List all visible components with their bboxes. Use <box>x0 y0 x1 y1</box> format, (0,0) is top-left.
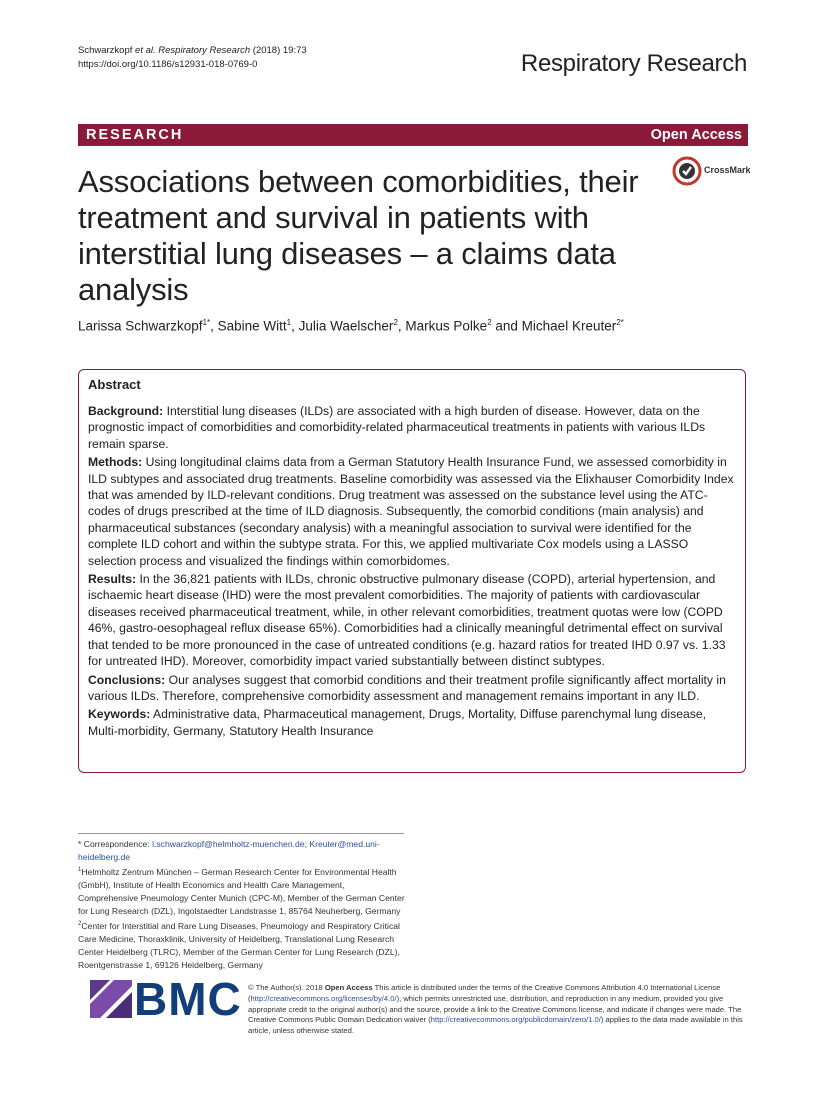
author-separator: , <box>291 318 299 334</box>
license-body-1: This article is distributed under the terms of the Creative Commons Attribution 4.0 International License ( <box>248 983 721 1003</box>
footnotes <box>78 838 406 972</box>
abstract-methods <box>88 454 738 569</box>
license-body-2: ), which permits unrestricted use, distribution, and reproduction in any medium, provided you give appropriate credit to the original author(s) and the source, provide a link to the Creative Commons license, and indicate if changes were made. The Creative Commons Public Domain Dedication waiver ( <box>248 993 742 1025</box>
affiliation-1 <box>78 864 406 918</box>
crossmark-badge[interactable] <box>672 156 752 188</box>
abstract-results <box>88 571 738 669</box>
doi-link[interactable]: https://doi.org/10.1186/s12931-018-0769-0 <box>78 59 258 70</box>
article-type-banner <box>78 124 748 146</box>
citation-journal: Respiratory Research <box>158 45 251 56</box>
footnote-divider <box>78 833 404 834</box>
correspondence <box>78 838 406 864</box>
conclusions-text: Our analyses suggest that comorbid conditions and their treatment profile significantly affect mortality in various ILDs. Therefore, comprehensive comorbidity assessment and management remains important in any ILD. <box>88 672 726 703</box>
background-label: Background: <box>88 404 164 418</box>
author-name[interactable]: Larissa Schwarzkopf <box>78 318 203 334</box>
email-link-2[interactable]: Kreuter@med.uni-heidelberg.de <box>78 839 380 862</box>
author-separator: , <box>397 318 406 334</box>
email-link-1[interactable]: l.schwarzkopf@helmholtz-muenchen.de <box>152 839 305 849</box>
methods-label: Methods: <box>88 455 143 470</box>
affiliation-text: Helmholtz Zentrum München – German Research Center for Environmental Health (GmbH), Institute of Health Economics and Health Care Management, Comprehensive Pneumology Center Munich (CPC-M), Member of the German Center for Lung Research (DZL), Ingolstaedter Landstrasse 1, 85764 Neuherberg, Germany <box>78 866 405 916</box>
author-name[interactable]: Markus Polke <box>405 318 488 334</box>
citation-etal: et al. <box>135 45 156 56</box>
results-text: In the 36,821 patients with ILDs, chronic obstructive pulmonary disease (COPD), arterial hypertension, and ischaemic heart disease (IHD) were the most prevalent comorbidities. The majority of patients with cardiovascular diseases received pharmaceutical treatment, while, in other relevant comorbidities, treatment quotas were low (COPD 46%, gastro-oesophageal reflux disease 65%). Comorbidities had a clinically meaningful detrimental effect on survival that tended to be more pronounced in the case of untreated conditions (e.g. hazard ratios for treated IHD 0.97 vs. 1.33 for untreated IHD). Moreover, comorbidity impact varied substantially between distinct subtypes. <box>88 572 726 669</box>
results-label: Results: <box>88 572 137 587</box>
abstract-background <box>88 403 738 452</box>
author-separator: , <box>210 318 218 334</box>
license-body-3: ) applies to the data made available in this article, unless otherwise stated. <box>248 1015 743 1036</box>
open-access-term: Open Access <box>324 983 373 992</box>
methods-text: Using longitudinal claims data from a German Statutory Health Insurance Fund, we assessed comorbidity in ILD subtypes and associated drug treatments. Baseline comorbidity was assessed via the Elixhauser Comorbidity Index that was amended by ILD-relevant conditions. Drug treatment was assessed on the substance level using the ATC-codes of drugs prescribed at the time of ILD diagnosis. Subsequently, the comorbid conditions (main analysis) and pharmaceutical substances (secondary analysis) with a meaningful association to survival were identified for the complete ILD cohort and within the subtype strata. For this, we applied multivariate Cox models using a LASSO selection process and visualized the findings within comorbidomes. <box>88 455 734 568</box>
author-affil-mark: 2 <box>393 318 398 327</box>
affiliation-2 <box>78 918 406 972</box>
crossmark-icon <box>672 156 702 186</box>
bmc-logo[interactable] <box>90 973 242 1025</box>
keywords-text: Administrative data, Pharmaceutical management, Drugs, Mortality, Diffuse parenchymal lung disease, Multi-morbidity, Germany, Statutory Health Insurance <box>88 707 707 738</box>
author-affil-mark: 2* <box>616 318 624 327</box>
copyright-notice: © The Author(s). 2018 <box>248 983 323 992</box>
abstract-body <box>88 403 738 741</box>
author-affil-mark: 1* <box>202 318 211 327</box>
bmc-wordmark: BMC <box>134 973 242 1025</box>
crossmark-label: CrossMark <box>704 165 751 175</box>
author-affil-mark: 1 <box>286 318 292 327</box>
abstract-conclusions <box>88 672 738 705</box>
abstract-keywords <box>88 706 738 739</box>
citation-authors: Schwarzkopf <box>78 45 133 56</box>
article-type-label: RESEARCH <box>86 127 184 143</box>
affiliation-text: Center for Interstitial and Rare Lung Diseases, Pneumology and Respiratory Critical Care Medicine, Thoraxklinik, University of Heidelberg, Translational Lung Research Center Heidelberg (TLRC), Member of the German Center for Lung Research (DZL), Roentgenstrasse 1, 69126 Heidelberg, Germany <box>78 920 400 970</box>
license-text <box>248 983 748 1037</box>
conclusions-label: Conclusions: <box>88 672 166 687</box>
bmc-mark-icon <box>90 976 132 1018</box>
cc-zero-link[interactable]: http://creativecommons.org/publicdomain/zero/1.0/ <box>430 1015 601 1025</box>
affiliation-mark: 2 <box>78 920 82 927</box>
open-access-label: Open Access <box>650 127 742 143</box>
article-title: Associations between comorbidities, their treatment and survival in patients with interstitial lung diseases – a claims data analysis <box>78 164 639 307</box>
citation-line <box>78 44 307 58</box>
citation-block <box>78 44 307 72</box>
affiliation-mark: 1 <box>78 867 82 873</box>
background-text: Interstitial lung diseases (ILDs) are associated with a high burden of disease. However, data on the prognostic impact of comorbidities and comorbidity-related pharmaceutical treatments in patients with various ILDs remain sparse. <box>88 404 706 451</box>
author-affil-mark: 2 <box>487 318 492 327</box>
correspondence-label: * Correspondence: <box>78 839 150 849</box>
keywords-label: Keywords: <box>88 707 151 722</box>
citation-year-volume: (2018) 19:73 <box>252 45 307 56</box>
cc-by-link[interactable]: http://creativecommons.org/licenses/by/4.0/ <box>250 993 397 1003</box>
author-list <box>78 318 748 334</box>
author-name[interactable]: Sabine Witt <box>217 318 287 334</box>
email-separator: ; <box>304 839 307 849</box>
author-name[interactable]: Julia Waelscher <box>298 318 394 334</box>
abstract-box <box>78 369 746 773</box>
author-conjunction: and <box>491 318 522 334</box>
author-name[interactable]: Michael Kreuter <box>521 318 617 334</box>
abstract-heading: Abstract <box>88 377 141 392</box>
journal-name: Respiratory Research <box>520 50 747 77</box>
